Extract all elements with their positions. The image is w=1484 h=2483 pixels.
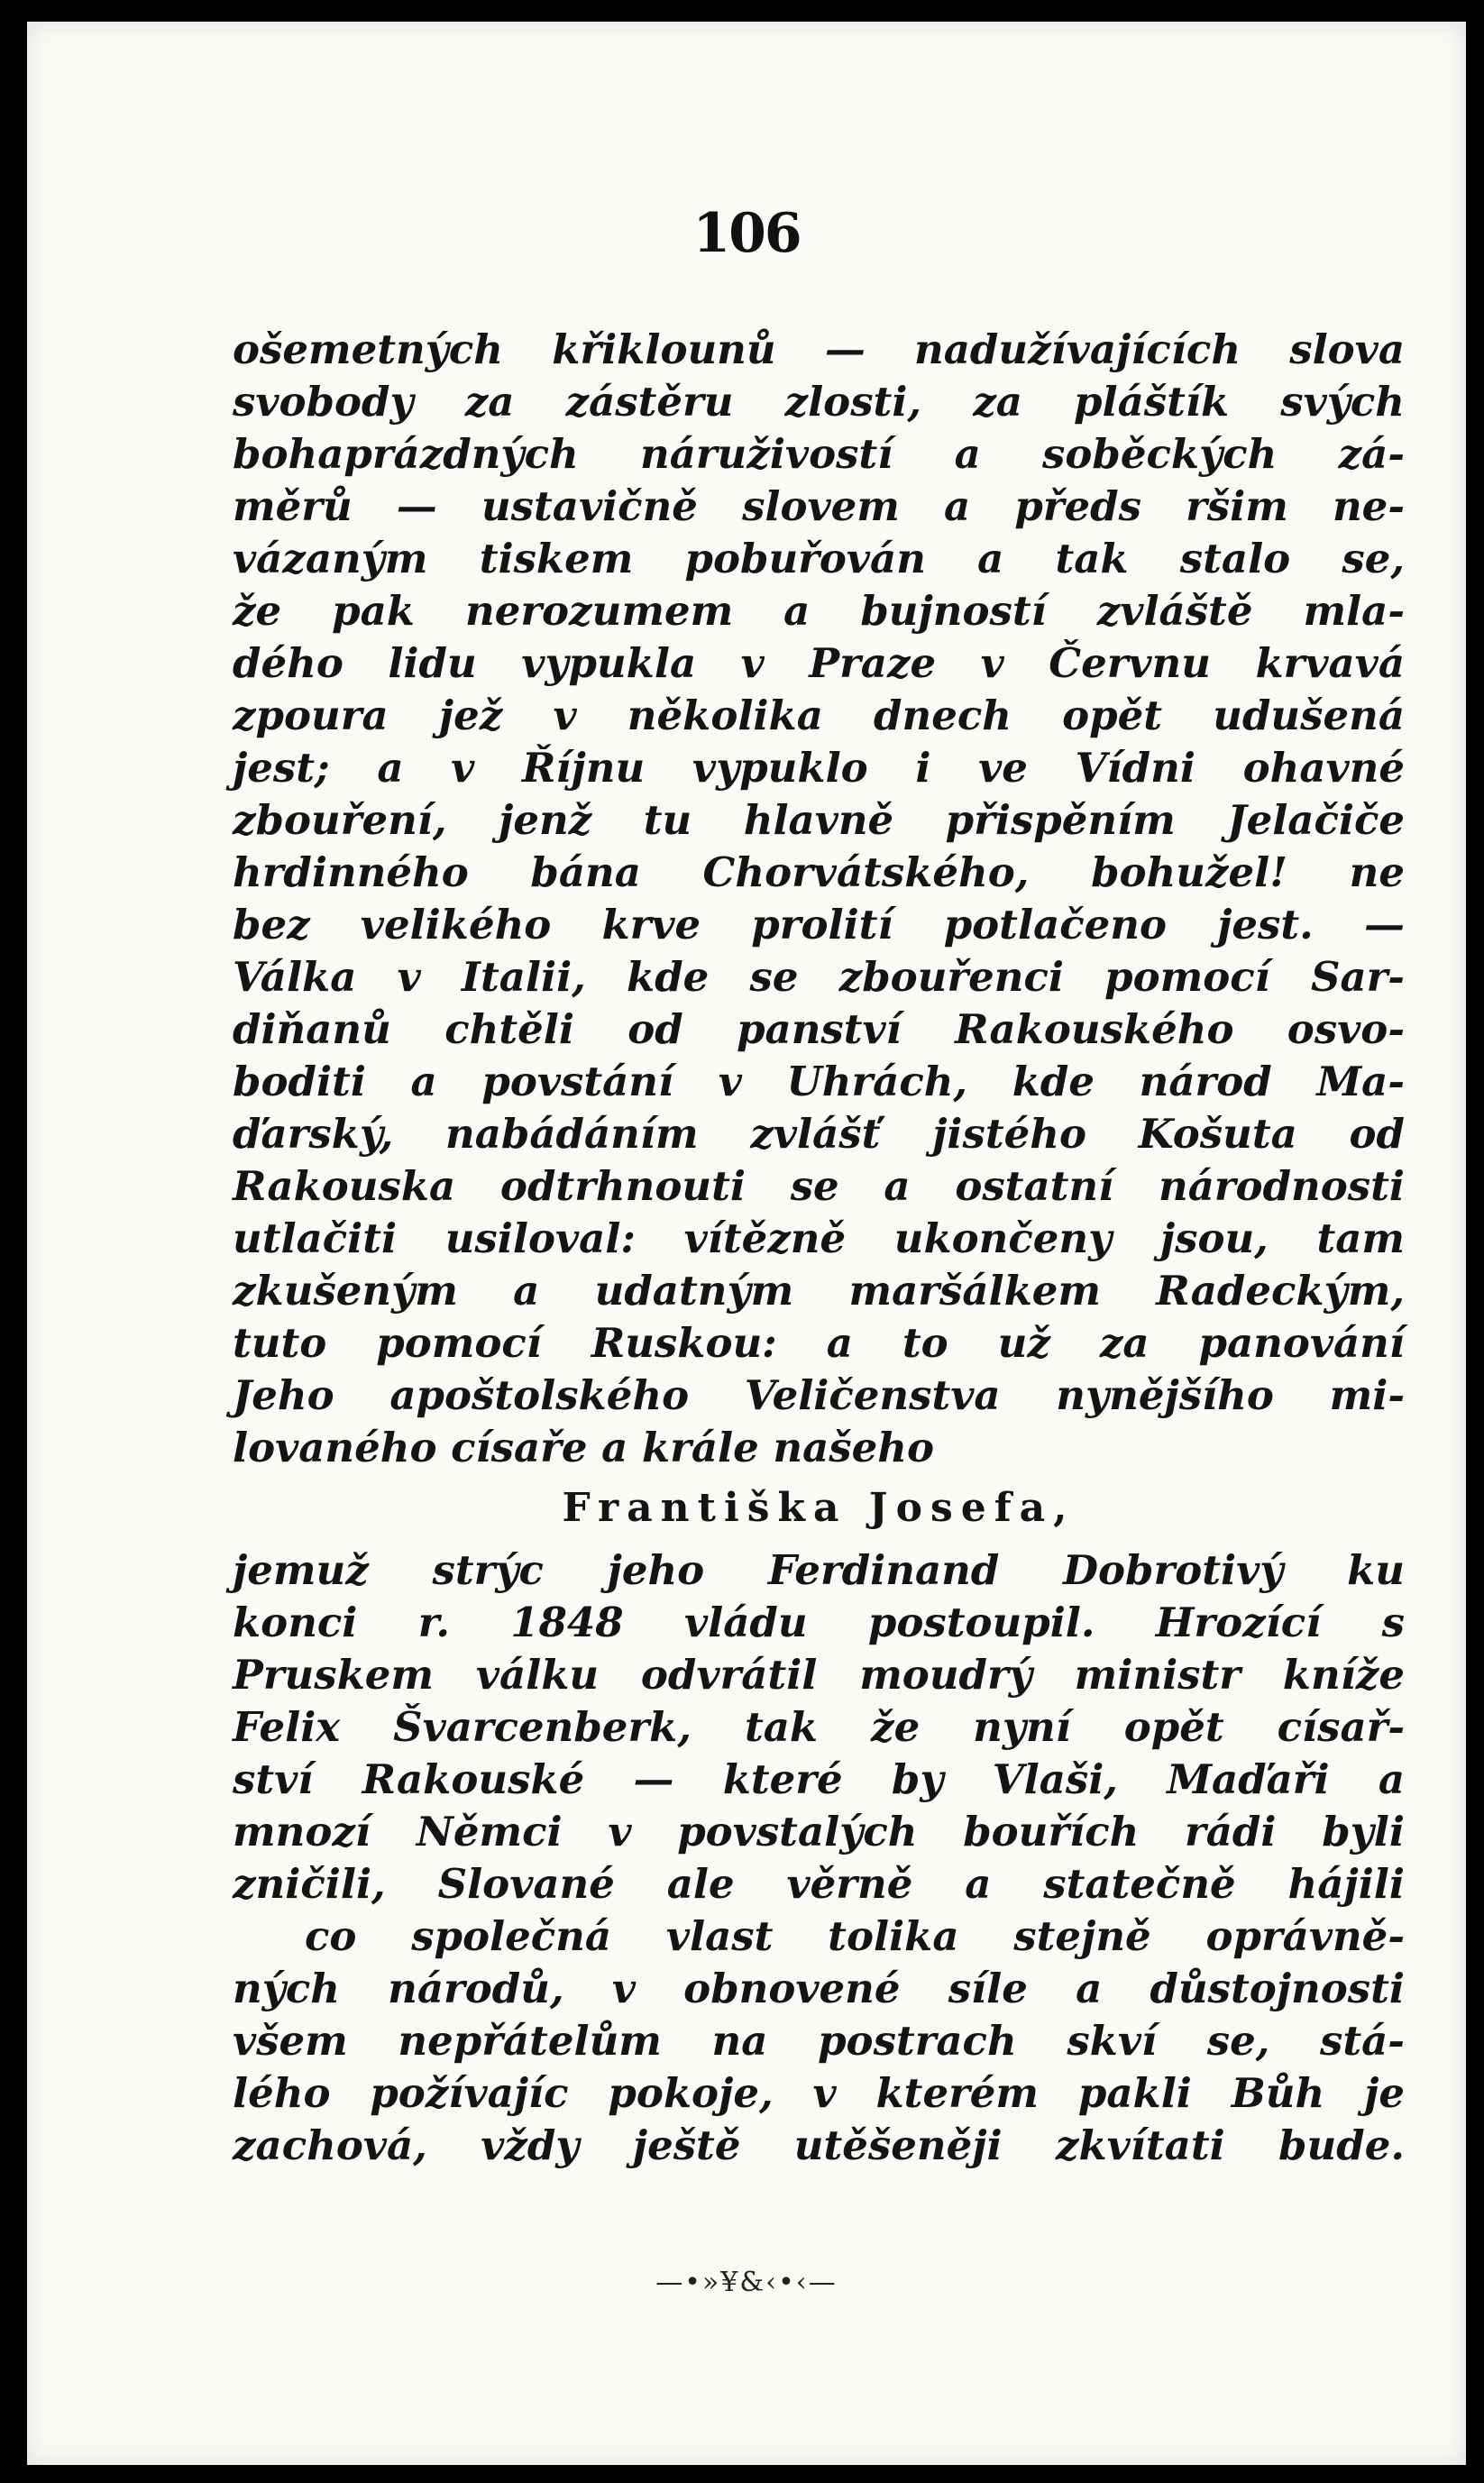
text-line: měrů — ustavičně slovem a předs ršim ne- [233, 482, 1405, 530]
text-line: lého požívajíc pokoje, v kterém pakli Bůh je [233, 2069, 1405, 2117]
book-page [27, 22, 1466, 2465]
text-line: boditi a povstání v Uhrách, kde národ Ma- [233, 1058, 1405, 1105]
text-line: Pruskem válku odvrátil moudrý ministr kníže [233, 1651, 1405, 1699]
text-line: Rakouska odtrhnouti se a ostatní národnosti [233, 1162, 1405, 1210]
text-line: všem nepřátelům na postrach skví se, stá- [233, 2017, 1405, 2065]
text-line: Felix Švarcenberk, tak že nyní opět císař- [233, 1703, 1405, 1751]
text-line: zpoura jež v několika dnech opět udušená [233, 692, 1405, 739]
text-line: Válka v Italii, kde se zbouřenci pomocí Sar- [233, 953, 1405, 1001]
text-line: bez velikého krve prolití potlačeno jest. — [233, 901, 1405, 948]
text-line: ných národů, v obnovené síle a důstojnosti [233, 1965, 1405, 2012]
text-line: dého lidu vypukla v Praze v Červnu krvavá [233, 639, 1405, 687]
section-heading-name: Františka Josefa, [562, 1485, 1076, 1531]
text-line: ošemetných křiklounů — nadužívajících slova [233, 325, 1405, 373]
page-number: 106 [692, 202, 801, 265]
text-line: bohaprázdných náruživostí a soběckých zá- [233, 430, 1405, 478]
text-line: vázaným tiskem pobuřován a tak stalo se, [233, 535, 1405, 582]
text-line: jemuž strýc jeho Ferdinand Dobrotivý ku [233, 1546, 1405, 1594]
text-line: ství Rakouské — které by Vlaši, Maďaři a [233, 1755, 1405, 1803]
text-line: co společná vlast tolika stejně oprávně- [305, 1912, 1405, 1960]
text-line: zbouření, jenž tu hlavně přispěním Jelačiče [233, 796, 1405, 844]
text-line: tuto pomocí Ruskou: a to už za panování [233, 1319, 1405, 1367]
text-line: lovaného císaře a krále našeho [233, 1424, 934, 1471]
text-line: ďarský, nabádáním zvlášť jistého Košuta od [233, 1110, 1405, 1158]
text-line: svobody za zástěru zlosti, za pláštík svých [233, 378, 1405, 426]
text-line: diňanů chtěli od panství Rakouského osvo- [233, 1005, 1405, 1053]
text-line: zničili, Slované ale věrně a statečně hájili [233, 1860, 1405, 1908]
text-line: utlačiti usiloval: vítězně ukončeny jsou, tam [233, 1214, 1405, 1262]
body-text [233, 324, 1405, 2172]
text-line: hrdinného bána Chorvátského, bohužel! ne [233, 848, 1405, 896]
text-line: že pak nerozumem a bujností zvláště mla- [233, 587, 1405, 635]
text-line: zkušeným a udatným maršálkem Radeckým, [233, 1267, 1405, 1315]
text-line: jest; a v Říjnu vypuklo i ve Vídni ohavné [233, 744, 1405, 792]
text-line: konci r. 1848 vládu postoupil. Hrozící s [233, 1599, 1405, 1646]
text-line: zachová, vždy ještě utěšeněji zkvítati bude. [233, 2121, 1405, 2169]
text-line: Jeho apoštolského Veličenstva nynějšího mi- [233, 1371, 1405, 1419]
closing-ornament: —•»¥&‹•‹— [655, 2267, 838, 2298]
text-line: mnozí Němci v povstalých bouřích rádi byli [233, 1808, 1405, 1855]
